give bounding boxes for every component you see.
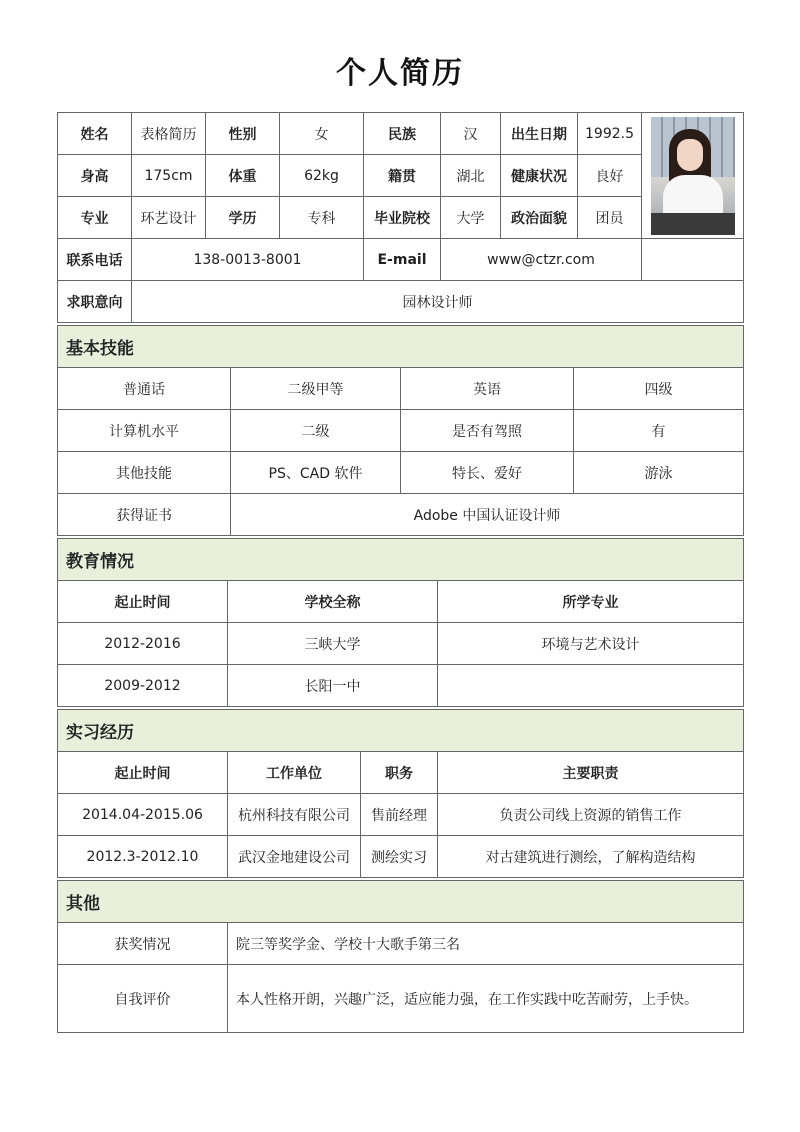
- internship-heading: 实习经历: [58, 710, 744, 752]
- table-row: [58, 452, 744, 494]
- edu-major: 环境与艺术设计: [438, 623, 744, 665]
- other-heading: 其他: [58, 881, 744, 923]
- intern-company: 杭州科技有限公司: [228, 794, 361, 836]
- other-table: [57, 880, 744, 1033]
- degree-value: 专科: [280, 197, 364, 239]
- column-header: 起止时间: [58, 581, 228, 623]
- major-value: 环艺设计: [132, 197, 206, 239]
- skill-cell: 普通话: [58, 368, 231, 410]
- intern-role: 测绘实习: [361, 836, 438, 878]
- skill-cell: 英语: [401, 368, 574, 410]
- school-label: 毕业院校: [364, 197, 441, 239]
- self-eval-value: 本人性格开朗，兴趣广泛，适应能力强，在工作实践中吃苦耐劳，上手快。: [228, 965, 744, 1033]
- profile-photo: [651, 117, 735, 235]
- column-header: 起止时间: [58, 752, 228, 794]
- table-header-row: [58, 581, 744, 623]
- intern-company: 武汉金地建设公司: [228, 836, 361, 878]
- column-header: 工作单位: [228, 752, 361, 794]
- weight-value: 62kg: [280, 155, 364, 197]
- name-label: 姓名: [58, 113, 132, 155]
- intent-value: 园林设计师: [132, 281, 744, 323]
- table-row: [58, 368, 744, 410]
- skills-table: [57, 325, 744, 536]
- table-row: [58, 965, 744, 1033]
- personal-info-table: [57, 112, 744, 323]
- intent-label: 求职意向: [58, 281, 132, 323]
- email-label: E-mail: [364, 239, 441, 281]
- intern-period: 2012.3-2012.10: [58, 836, 228, 878]
- email-value: www@ctzr.com: [441, 239, 642, 281]
- edu-period: 2012-2016: [58, 623, 228, 665]
- photo-cell: [642, 113, 744, 239]
- health-value: 良好: [578, 155, 642, 197]
- table-header-row: [58, 752, 744, 794]
- politics-label: 政治面貌: [501, 197, 578, 239]
- phone-value: 138-0013-8001: [132, 239, 364, 281]
- column-header: 职务: [361, 752, 438, 794]
- skill-cell: 有: [574, 410, 744, 452]
- education-heading: 教育情况: [58, 539, 744, 581]
- intern-duty: 负责公司线上资源的销售工作: [438, 794, 744, 836]
- edu-school: 长阳一中: [228, 665, 438, 707]
- table-row: [58, 623, 744, 665]
- politics-value: 团员: [578, 197, 642, 239]
- gender-label: 性别: [206, 113, 280, 155]
- cert-label: 获得证书: [58, 494, 231, 536]
- skill-cell: 二级甲等: [231, 368, 401, 410]
- birth-value: 1992.5: [578, 113, 642, 155]
- awards-label: 获奖情况: [58, 923, 228, 965]
- internship-table: [57, 709, 744, 878]
- edu-school: 三峡大学: [228, 623, 438, 665]
- name-value: 表格简历: [132, 113, 206, 155]
- awards-value: 院三等奖学金、学校十大歌手第三名: [228, 923, 744, 965]
- weight-label: 体重: [206, 155, 280, 197]
- skill-cell: 游泳: [574, 452, 744, 494]
- edu-major: [438, 665, 744, 707]
- height-label: 身高: [58, 155, 132, 197]
- edu-period: 2009-2012: [58, 665, 228, 707]
- gender-value: 女: [280, 113, 364, 155]
- skill-cell: 计算机水平: [58, 410, 231, 452]
- ethnicity-value: 汉: [441, 113, 501, 155]
- skill-cell: 四级: [574, 368, 744, 410]
- intern-role: 售前经理: [361, 794, 438, 836]
- table-row: [58, 836, 744, 878]
- height-value: 175cm: [132, 155, 206, 197]
- self-eval-label: 自我评价: [58, 965, 228, 1033]
- table-row: [58, 494, 744, 536]
- ethnicity-label: 民族: [364, 113, 441, 155]
- empty-cell: [642, 239, 744, 281]
- skills-heading: 基本技能: [58, 326, 744, 368]
- school-value: 大学: [441, 197, 501, 239]
- major-label: 专业: [58, 197, 132, 239]
- table-row: [58, 923, 744, 965]
- skill-cell: PS、CAD 软件: [231, 452, 401, 494]
- skill-cell: 二级: [231, 410, 401, 452]
- column-header: 学校全称: [228, 581, 438, 623]
- skill-cell: 其他技能: [58, 452, 231, 494]
- native-label: 籍贯: [364, 155, 441, 197]
- skill-cell: 特长、爱好: [401, 452, 574, 494]
- table-row: [58, 794, 744, 836]
- table-row: [58, 410, 744, 452]
- page-title: 个人简历: [336, 56, 464, 91]
- birth-label: 出生日期: [501, 113, 578, 155]
- skill-cell: 是否有驾照: [401, 410, 574, 452]
- health-label: 健康状况: [501, 155, 578, 197]
- degree-label: 学历: [206, 197, 280, 239]
- phone-label: 联系电话: [58, 239, 132, 281]
- table-row: [58, 665, 744, 707]
- intern-period: 2014.04-2015.06: [58, 794, 228, 836]
- column-header: 所学专业: [438, 581, 744, 623]
- intern-duty: 对古建筑进行测绘，了解构造结构: [438, 836, 744, 878]
- education-table: [57, 538, 744, 707]
- cert-value: Adobe 中国认证设计师: [231, 494, 744, 536]
- native-value: 湖北: [441, 155, 501, 197]
- column-header: 主要职责: [438, 752, 744, 794]
